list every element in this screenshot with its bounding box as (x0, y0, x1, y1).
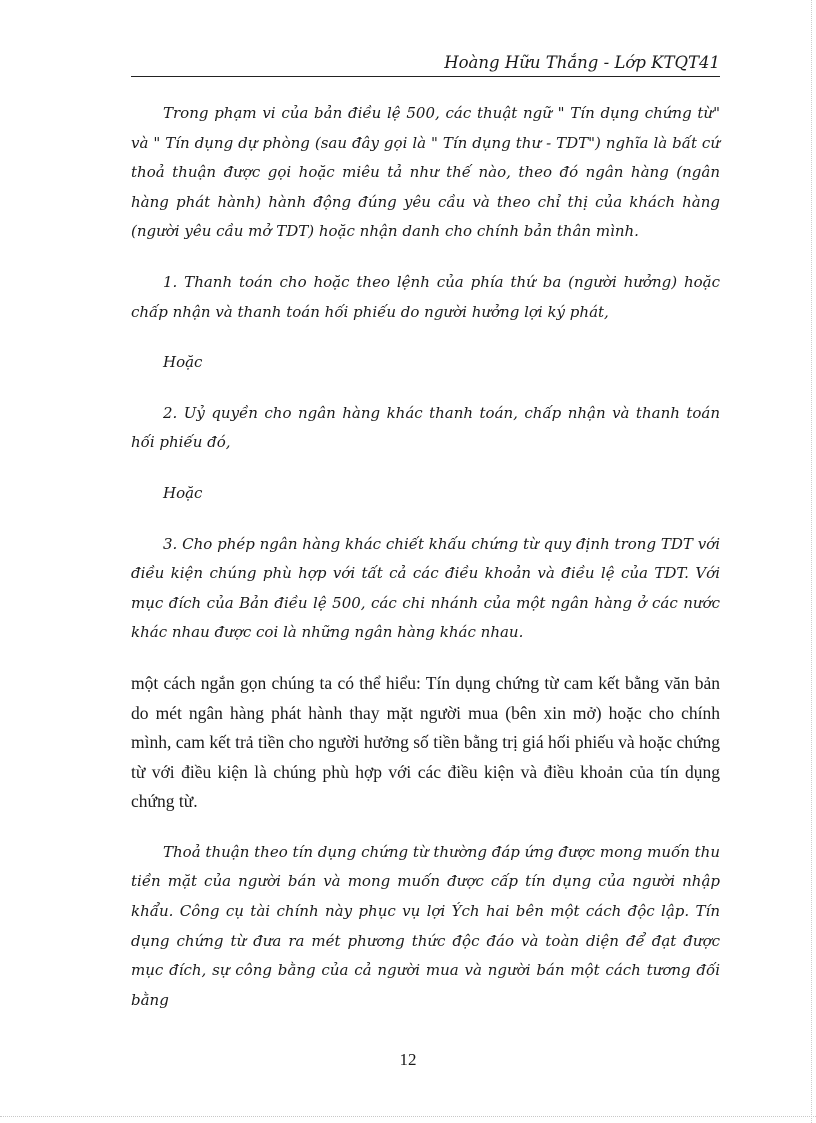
page-right-border (811, 0, 812, 1123)
paragraph-or-2: Hoặc (163, 483, 203, 502)
paragraph-item-1: 1. Thanh toán cho hoặc theo lệnh của phía thứ ba (người hưởng) hoặc chấp nhận và thanh toán hối phiếu do người hưởng lợi ký phát, (131, 272, 720, 321)
page-number: 12 (399, 1050, 417, 1069)
paragraph-item-3: 3. Cho phép ngân hàng khác chiết khấu chứng từ quy định trong TDT với điều kiện chúng phù hợp với tất cả các điều khoản và điều lệ của TDT. Với mục đích của Bản điều lệ 500, các chi nhánh của một ngân hàng ở các nước khác nhau được coi là những ngân hàng khác nhau. (131, 534, 720, 642)
paragraph-summary: một cách ngắn gọn chúng ta có thể hiểu: Tín dụng chứng từ cam kết bằng văn bản do mét ngân hàng phát hành thay mặt người mua (bên xin mở) hoặc cho chính mình, cam kết trả tiền cho người hưởng số tiền bằng trị giá hối phiếu và hoặc chứng từ với điều kiện là chúng phù hợp với các điều kiện và điều khoản của tín dụng chứng từ. (131, 672, 720, 812)
page-header: Hoàng Hữu Thắng - Lớp KTQT41 (131, 50, 720, 77)
paragraph-agreement: Thoả thuận theo tín dụng chứng từ thường đáp ứng được mong muốn thu tiền mặt của người bán và mong muốn được cấp tín dụng của người nhập khẩu. Công cụ tài chính này phục vụ lợi Ých hai bên một cách độc lập. Tín dụng chứng từ đưa ra mét phương thức độc đáo và toàn diện để đạt được mục đích, sự công bằng của cả người mua và người bán một cách tương đối bằng (131, 842, 720, 1009)
paragraph-item-2: 2. Uỷ quyền cho ngân hàng khác thanh toán, chấp nhận và thanh toán hối phiếu đó, (131, 403, 720, 452)
page-body (131, 99, 720, 1036)
paragraph-or-1: Hoặc (163, 353, 203, 372)
paragraph-definition: Trong phạm vi của bản điều lệ 500, các thuật ngữ " Tín dụng chứng từ" và " Tín dụng dự phòng (sau đây gọi là " Tín dụng thư - TDT") nghĩa là bất cứ thoả thuận được gọi hoặc miêu tả như thế nào, theo đó ngân hàng (ngân hàng phát hành) hành động đúng yêu cầu và theo chỉ thị của khách hàng (người yêu cầu mở TDT) hoặc nhận danh cho chính bản thân mình. (131, 104, 720, 241)
page-bottom-border (0, 1116, 816, 1117)
